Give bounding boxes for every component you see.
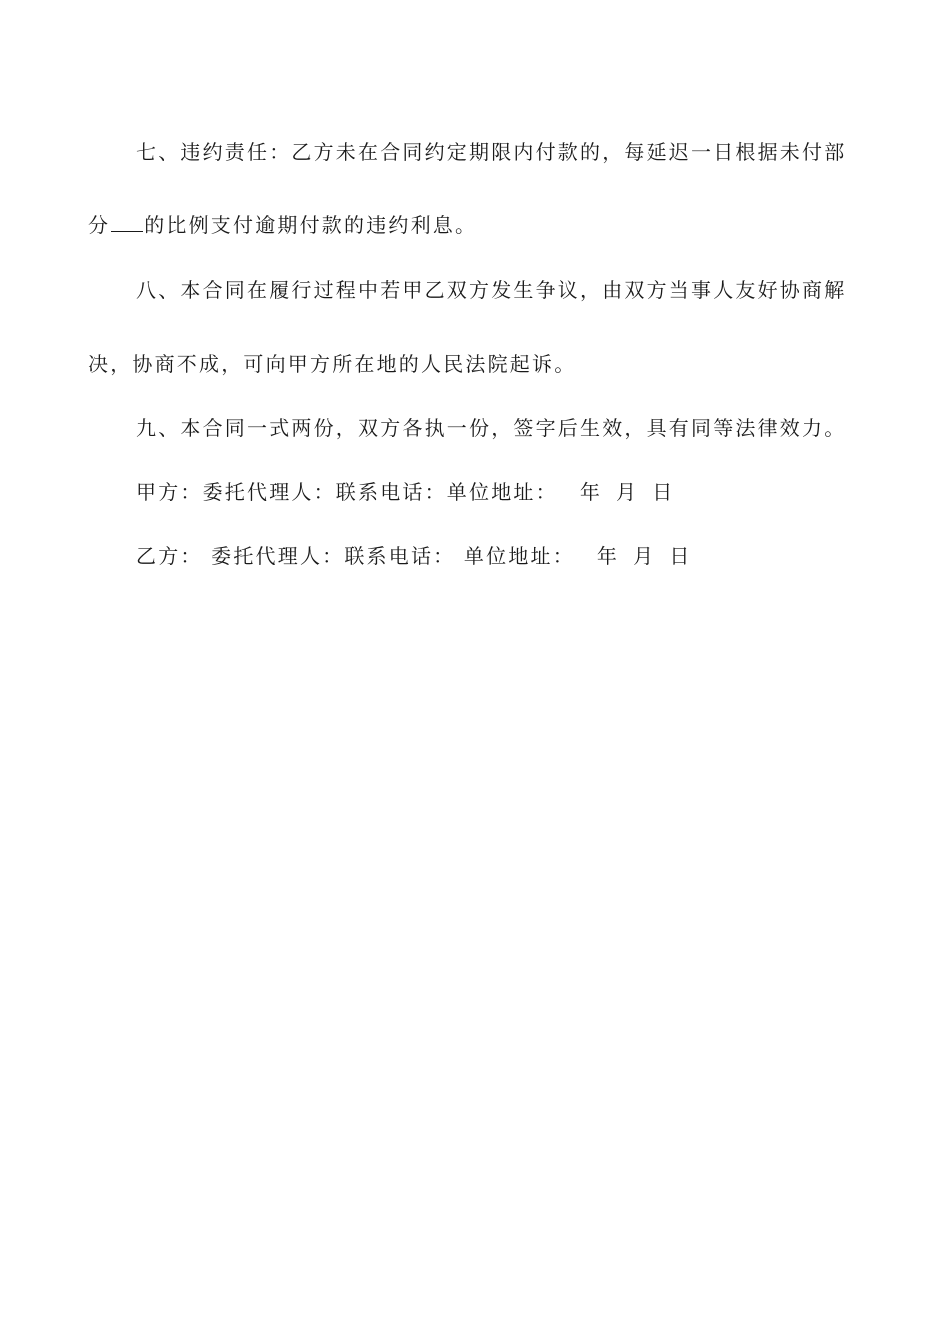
- clause-8-line-1: [136, 276, 916, 304]
- party-a-month: 月: [616, 480, 639, 504]
- clause-9-text: 九、本合同一式两份，双方各执一份，签字后生效，具有同等法律效力。: [136, 416, 847, 440]
- clause-8-text-2: 决，协商不成，可向甲方所在地的人民法院起诉。: [88, 352, 577, 376]
- clause-7-line-1: [136, 138, 916, 166]
- rate-blank-field[interactable]: [111, 213, 143, 232]
- party-b-label: 乙方： 委托代理人：联系电话： 单位地址：: [136, 544, 575, 568]
- party-a-signature-line: [136, 478, 916, 506]
- clause-7-text-1: 七、违约责任：乙方未在合同约定期限内付款的，每延迟一日根据未付部: [136, 140, 847, 164]
- clause-7-text-2-pre: 分: [88, 213, 111, 237]
- party-b-year: 年: [596, 544, 620, 568]
- party-a-label: 甲方：委托代理人：联系电话：单位地址：: [136, 480, 558, 504]
- party-b-signature-line: [136, 542, 916, 570]
- clause-8-line-2: [88, 350, 868, 378]
- clause-8-text-1: 八、本合同在履行过程中若甲乙双方发生争议，由双方当事人友好协商解: [136, 278, 847, 302]
- party-a-year: 年: [579, 480, 603, 504]
- party-b-month: 月: [633, 544, 656, 568]
- clause-7-line-2: [88, 211, 868, 239]
- clause-7-text-2-post: 的比例支付逾期付款的违约利息。: [144, 213, 478, 237]
- clause-9-line: [136, 414, 916, 442]
- party-a-day: 日: [652, 480, 675, 504]
- party-b-day: 日: [669, 544, 692, 568]
